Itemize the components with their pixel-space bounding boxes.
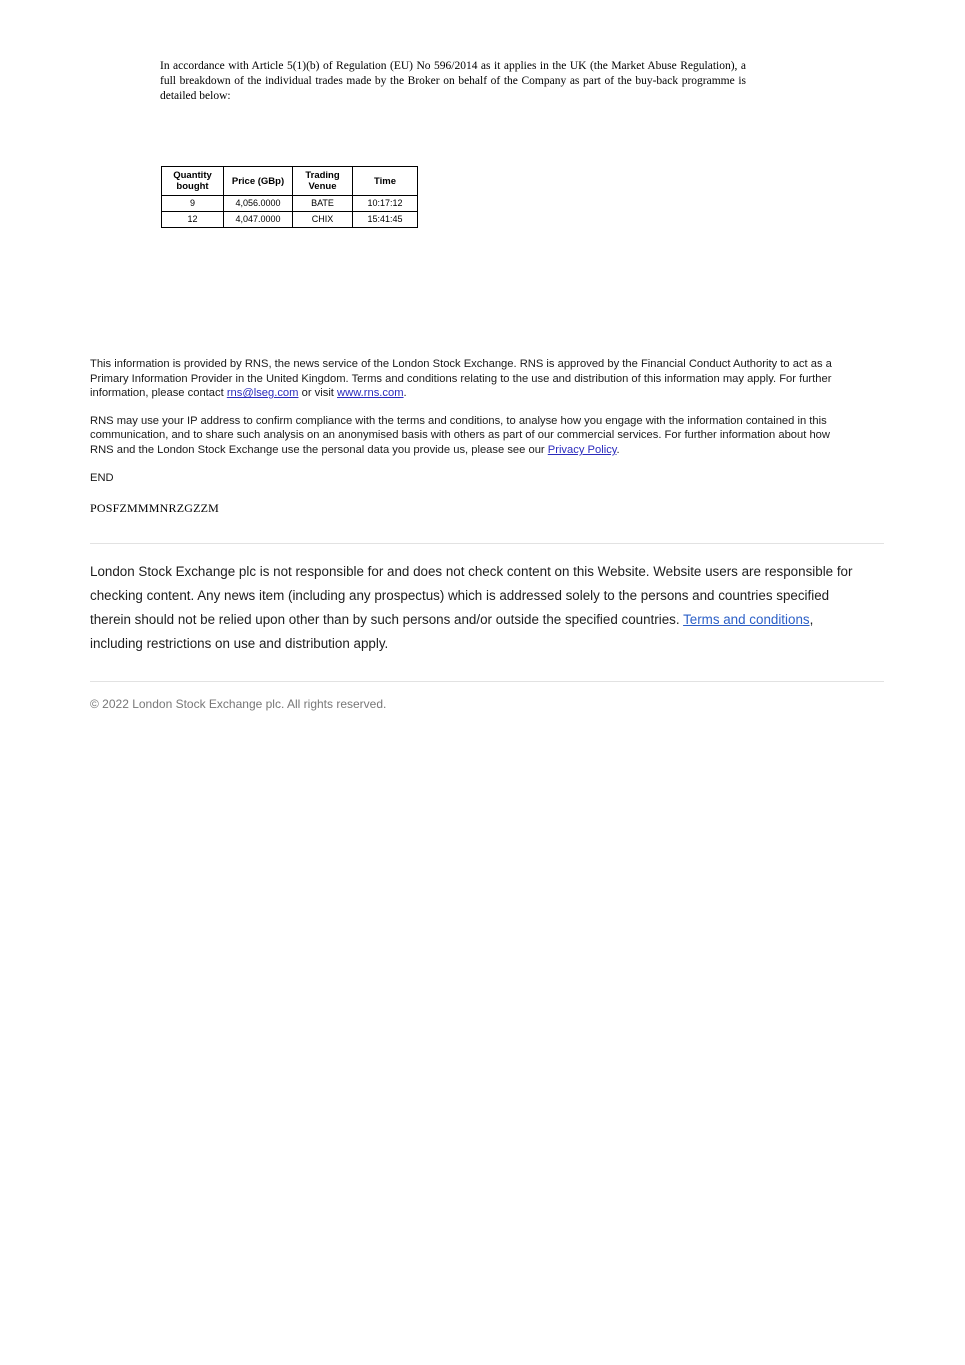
rns-disclaimer <box>90 357 855 498</box>
copyright-text: © 2022 London Stock Exchange plc. All rights reserved. <box>90 697 387 711</box>
terms-and-conditions-link[interactable]: Terms and conditions <box>683 612 810 627</box>
cell-price: 4,047.0000 <box>224 212 293 228</box>
column-header-price: Price (GBp) <box>224 167 293 196</box>
notice-text-b: , including restrictions on use and distribution apply. <box>90 612 814 651</box>
rns-paragraph-1-text-a: This information is provided by RNS, the news service of the London Stock Exchange. RNS is approved by the Financial Conduct Authority to act as a Primary Information Provider in the United Kingdom. Terms and conditions relating to the use and distribution of this information may apply. For further information, please contact <box>90 358 832 400</box>
rns-paragraph-2-text-a: RNS may use your IP address to confirm compliance with the terms and conditions, to analyse how you engage with the information contained in this communication, and to share such analysis on an anonymised basis with others as part of our commercial services. For further information about how RNS and the London Stock Exchange use the personal data you provide us, please see our <box>90 414 830 456</box>
rns-website-link[interactable]: www.rns.com <box>337 387 404 400</box>
rns-paragraph-1-text-c: . <box>403 387 407 400</box>
privacy-policy-link[interactable]: Privacy Policy <box>547 443 617 456</box>
rns-email-link[interactable]: rns@lseg.com <box>226 387 299 400</box>
table-row <box>162 212 418 228</box>
rns-paragraph-2-text-b: . <box>616 443 620 456</box>
cell-quantity: 12 <box>162 212 224 228</box>
cell-venue: CHIX <box>293 212 353 228</box>
reference-code: POSFZMMMNRZGZZM <box>90 501 220 515</box>
cell-time: 10:17:12 <box>353 196 418 212</box>
cell-venue: BATE <box>293 196 353 212</box>
responsibility-notice <box>90 560 865 656</box>
trades-table <box>161 166 418 228</box>
table-header-row <box>162 167 418 196</box>
cell-price: 4,056.0000 <box>224 196 293 212</box>
table-row <box>162 196 418 212</box>
end-label: END <box>90 471 114 484</box>
cell-time: 15:41:45 <box>353 212 418 228</box>
divider-top <box>90 543 884 544</box>
column-header-quantity: Quantity bought <box>162 167 224 196</box>
rns-paragraph-1-text-b: or visit <box>298 387 338 400</box>
divider-bottom <box>90 681 884 682</box>
cell-quantity: 9 <box>162 196 224 212</box>
intro-paragraph: In accordance with Article 5(1)(b) of Regulation (EU) No 596/2014 as it applies in the UK (the Market Abuse Regulation), a full breakdown of the individual trades made by the Broker on behalf of the Company as part of the buy-back programme is detailed below: <box>160 59 746 103</box>
column-header-time: Time <box>353 167 418 196</box>
rns-paragraph-2 <box>90 414 855 458</box>
rns-paragraph-1 <box>90 357 855 401</box>
notice-text-a: London Stock Exchange plc is not responsible for and does not check content on this Website. Website users are responsible for checking content. Any news item (including any prospectus) which is addressed solely to the persons and countries specified therein should not be relied upon other than by such persons and/or outside the specified countries. <box>90 564 853 627</box>
column-header-venue: Trading Venue <box>293 167 353 196</box>
